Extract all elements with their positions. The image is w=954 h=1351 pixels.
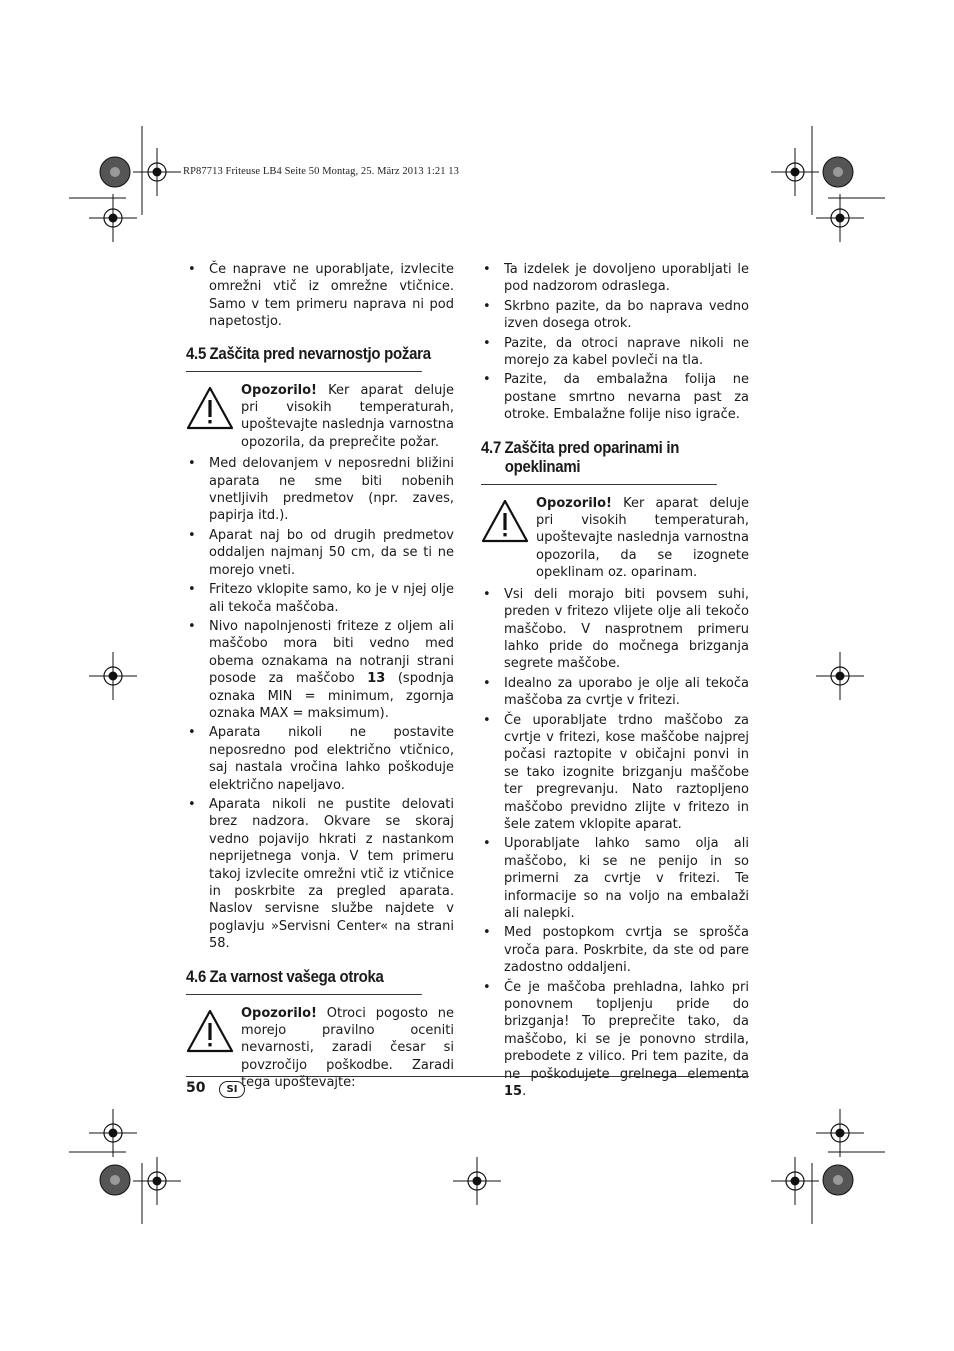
print-slug: RP87713 Friteuse LB4 Seite 50 Montag, 25. März 2013 1:21 13 xyxy=(183,166,459,177)
warning-text: Otroci pogosto ne morejo pravilno oceniti nevarnosti, zaradi česar si povzročijo poškodbe. Zaradi tega upoštevajte: xyxy=(241,1005,454,1091)
right-column xyxy=(481,261,749,1102)
list-item: • Fritezo vklopite samo, ko je v njej olje ali tekoča maščoba. xyxy=(186,581,454,616)
color-wheel-icon xyxy=(100,1165,130,1195)
registration-mark-icon xyxy=(89,194,137,242)
fire-safety-list xyxy=(186,455,454,952)
warning-triangle-icon xyxy=(186,386,234,430)
left-intro-list xyxy=(186,261,454,331)
list-item: • Če je maščoba prehladna, lahko pri ponovnem topljenju pride do brizganja! To preprečite tako, da maščobo, ki se je ponovno strdila, prebodete z vilico. Pri tem pazite, da ne poškodujete grelnega elementa 15. xyxy=(481,979,749,1101)
warning-label: Opozorilo! xyxy=(241,382,317,398)
list-item: • Pazite, da otroci naprave nikoli ne morejo za kabel povleči na tla. xyxy=(481,335,749,370)
part-number: 15 xyxy=(504,1084,523,1100)
registration-mark-icon xyxy=(816,1109,864,1157)
registration-mark-icon xyxy=(816,652,864,700)
registration-mark-icon xyxy=(133,1157,181,1205)
list-item: • Ta izdelek je dovoljeno uporabljati le pod nadzorom odraslega. xyxy=(481,261,749,296)
list-item: • Aparat naj bo od drugih predmetov oddaljen najmanj 50 cm, da se ti ne morejo vneti. xyxy=(186,527,454,579)
warning-box-children xyxy=(186,1005,454,1092)
list-item: • Če uporabljate trdno maščobo za cvrtje v fritezi, kose maščobe najprej počasi raztopite v običajni ponvi in se tako izognite brizganju maščobe ter pregrevanju. Nato raztopljeno maščobo previdno zlijte v fritezo in šele zatem vklopite aparat. xyxy=(481,712,749,834)
registration-mark-icon xyxy=(89,652,137,700)
list-item: • Med postopkom cvrtja se sprošča vroča para. Poskrbite, da ste od pare zadostno oddaljeni. xyxy=(481,924,749,976)
color-wheel-icon xyxy=(823,157,853,187)
warning-label: Opozorilo! xyxy=(536,495,612,511)
registration-mark-icon xyxy=(89,1109,137,1157)
section-heading-4-5: 4.5 Zaščita pred nevarnostjo požara xyxy=(186,344,422,372)
child-safety-list xyxy=(481,261,749,424)
list-item: • Uporabljate lahko samo olja ali maščobo, ki se ne penijo in so primerni za cvrtje v fritezi. Te informacije so na voljo na embalaži ali nalepki. xyxy=(481,835,749,922)
color-wheel-icon xyxy=(100,157,130,187)
list-item: • Idealno za uporabo je olje ali tekoča maščoba za cvrtje v fritezi. xyxy=(481,675,749,710)
warning-box-fire xyxy=(186,382,454,452)
list-item: • Vsi deli morajo biti povsem suhi, preden v fritezo vlijete olje ali tekočo maščobo. V nasprotnem primeru lahko pride do močnega brizganja segrete maščobe. xyxy=(481,586,749,673)
warning-triangle-icon xyxy=(481,499,529,543)
list-item: • Nivo napolnjenosti friteze z oljem ali maščobo mora biti vedno med obema oznakama na notranji strani posode za maščobo 13 (spodnja oznaka MIN = minimum, zgornja oznaka MAX = maksimum). xyxy=(186,618,454,722)
section-heading-4-7: 4.7 Zaščita pred oparinami in opeklinami xyxy=(481,438,717,485)
burn-safety-list xyxy=(481,586,749,1101)
warning-text: Ker aparat deluje pri visokih temperaturah, upoštevajte naslednja varnostna opozorila, da se izognete opeklinam oz. oparinam. xyxy=(536,495,749,581)
registration-mark-icon xyxy=(133,148,181,196)
list-item: • Pazite, da embalažna folija ne postane smrtno nevarna past za otroke. Embalažne folije niso igrače. xyxy=(481,371,749,423)
footer-rule xyxy=(186,1076,749,1077)
part-number: 13 xyxy=(367,671,386,687)
list-item: • Aparata nikoli ne pustite delovati brez nadzora. Okvare se skoraj vedno pojavijo hkrati z nastankom neprijetnega vonja. V tem primeru takoj izvlecite omrežni vtič iz vtičnice in poskrbite za pregled aparata. Naslov servisne službe najdete v poglavju »Servisni Center« na strani 58. xyxy=(186,796,454,953)
warning-text: Ker aparat deluje pri visokih temperaturah, upoštevajte naslednja varnostna opozorila, da preprečite požar. xyxy=(241,382,454,450)
left-column xyxy=(186,261,454,1096)
registration-mark-icon xyxy=(816,194,864,242)
warning-triangle-icon xyxy=(186,1009,234,1053)
registration-mark-icon xyxy=(453,1157,501,1205)
color-wheel-icon xyxy=(823,1165,853,1195)
list-item: • Če naprave ne uporabljate, izvlecite omrežni vtič iz omrežne vtičnice. Samo v tem primeru naprava ni pod napetostjo. xyxy=(186,261,454,331)
list-item: • Med delovanjem v neposredni bližini aparata ne sme biti nobenih vnetljivih predmetov (npr. zaves, papirja itd.). xyxy=(186,455,454,525)
language-badge: SI xyxy=(219,1081,245,1098)
warning-box-burns xyxy=(481,495,749,582)
list-item: • Skrbno pazite, da bo naprava vedno izven dosega otrok. xyxy=(481,298,749,333)
section-heading-4-6: 4.6 Za varnost vašega otroka xyxy=(186,967,422,995)
page-number: 50 xyxy=(186,1080,206,1096)
list-item: • Aparata nikoli ne postavite neposredno pod električno vtičnico, saj nastala vročina lahko poškoduje električno napeljavo. xyxy=(186,724,454,794)
warning-label: Opozorilo! xyxy=(241,1005,317,1021)
